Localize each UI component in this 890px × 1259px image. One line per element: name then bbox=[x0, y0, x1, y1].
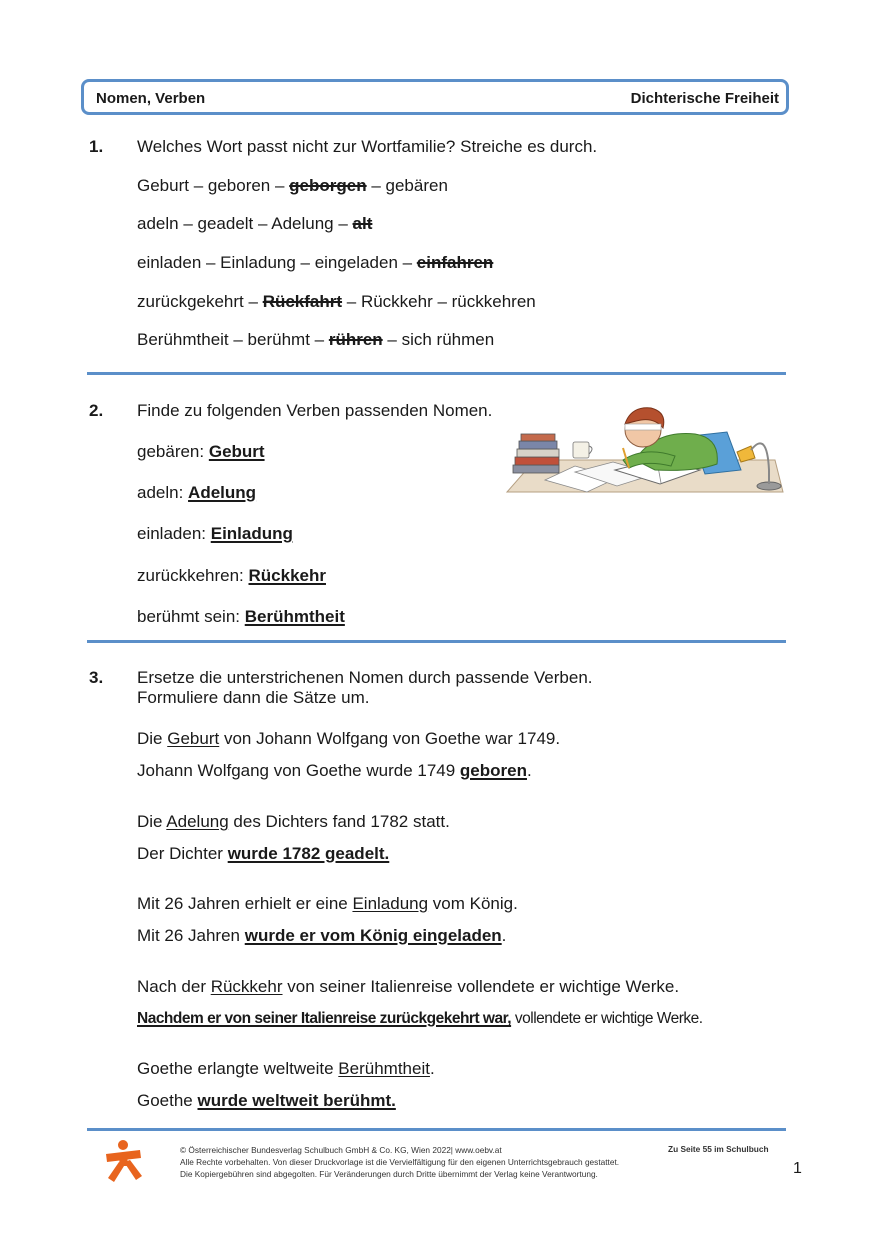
task1-instruction: Welches Wort passt nicht zur Wortfamilie? Streiche es durch. bbox=[137, 137, 598, 156]
header-topic: Nomen, Verben bbox=[96, 90, 206, 107]
publisher-logo-icon bbox=[100, 1138, 146, 1184]
answer: wurde 1782 geadelt. bbox=[227, 844, 390, 863]
section-divider bbox=[87, 1128, 786, 1131]
task1-row-3: einladen – Einladung – eingeladen – einfahren bbox=[137, 253, 494, 272]
header-box bbox=[81, 79, 789, 115]
task1-row-1: Geburt – geboren – geborgen – gebären bbox=[137, 176, 448, 195]
answer: wurde er vom König eingeladen bbox=[244, 926, 502, 945]
task3-question-2: Die Adelung des Dichters fand 1782 statt. bbox=[137, 812, 450, 831]
task3-question-4: Nach der Rückkehr von seiner Italienreise vollendete er wichtige Werke. bbox=[137, 977, 680, 996]
task2-row-1: gebären: Geburt bbox=[137, 442, 265, 461]
struck-word: geborgen bbox=[289, 176, 367, 195]
header-title: Dichterische Freiheit bbox=[630, 90, 779, 107]
footer-page-reference: Zu Seite 55 im Schulbuch bbox=[668, 1144, 769, 1154]
section-divider bbox=[87, 372, 786, 375]
task2-row-5: berühmt sein: Berühmtheit bbox=[137, 607, 345, 626]
task3-question-5: Goethe erlangte weltweite Berühmtheit. bbox=[137, 1059, 435, 1078]
task3-answer-5: Goethe wurde weltweit berühmt. bbox=[137, 1091, 396, 1110]
task3-number: 3. bbox=[89, 668, 104, 687]
struck-word: rühren bbox=[328, 330, 383, 349]
struck-word: einfahren bbox=[416, 253, 494, 272]
answer: Einladung bbox=[210, 524, 293, 543]
task2-row-4: zurückkehren: Rückkehr bbox=[137, 566, 326, 585]
task3-answer-2: Der Dichter wurde 1782 geadelt. bbox=[137, 844, 390, 863]
task3-question-1: Die Geburt von Johann Wolfgang von Goethe war 1749. bbox=[137, 729, 561, 748]
task3-answer-3: Mit 26 Jahren wurde er vom König eingeladen. bbox=[137, 926, 507, 945]
footer-line-2: Alle Rechte vorbehalten. Von dieser Druckvorlage ist die Vervielfältigung für den eigenen Unterrichtsgebrauch gestattet. bbox=[180, 1157, 620, 1167]
student-writing-illustration bbox=[505, 400, 785, 495]
task3-answer-1: Johann Wolfgang von Goethe wurde 1749 geboren. bbox=[137, 761, 532, 780]
task1-row-4: zurückgekehrt – Rückfahrt – Rückkehr – rückkehren bbox=[137, 292, 536, 311]
task3-instruction-2: Formuliere dann die Sätze um. bbox=[137, 688, 370, 707]
answer: geboren bbox=[459, 761, 527, 780]
underlined-noun: Geburt bbox=[167, 729, 220, 748]
task3-answer-4: Nachdem er von seiner Italienreise zurückgekehrt war, vollendete er wichtige Werke. bbox=[137, 1010, 703, 1027]
underlined-noun: Rückkehr bbox=[210, 977, 283, 996]
task2-row-3: einladen: Einladung bbox=[137, 524, 293, 543]
underlined-noun: Einladung bbox=[352, 894, 429, 913]
answer: Nachdem er von seiner Italienreise zurückgekehrt war, bbox=[137, 1010, 512, 1027]
task2-number: 2. bbox=[89, 401, 104, 420]
answer: Adelung bbox=[188, 483, 257, 502]
answer: wurde weltweit berühmt. bbox=[197, 1091, 396, 1110]
answer: Rückkehr bbox=[248, 566, 326, 585]
task1-row-5: Berühmtheit – berühmt – rühren – sich rühmen bbox=[137, 330, 495, 349]
page-number: 1 bbox=[793, 1160, 802, 1177]
struck-word: Rückfahrt bbox=[262, 292, 343, 311]
footer-line-1: © Österreichischer Bundesverlag Schulbuch GmbH & Co. KG, Wien 2022| www.oebv.at bbox=[180, 1145, 502, 1155]
struck-word: alt bbox=[352, 214, 373, 233]
footer-copyright bbox=[180, 1144, 619, 1180]
task2-instruction: Finde zu folgenden Verben passenden Nomen. bbox=[137, 401, 493, 420]
answer: Berühmtheit bbox=[244, 607, 345, 626]
section-divider bbox=[87, 640, 786, 643]
underlined-noun: Adelung bbox=[166, 812, 229, 831]
footer-line-3: Die Kopiergebühren sind abgegolten. Für Veränderungen durch Dritte übernimmt der Verlag keine Verantwortung. bbox=[180, 1169, 598, 1179]
underlined-noun: Berühmtheit bbox=[338, 1059, 430, 1078]
task1-number: 1. bbox=[89, 137, 104, 156]
answer: Geburt bbox=[208, 442, 265, 461]
task3-instruction-1: Ersetze die unterstrichenen Nomen durch passende Verben. bbox=[137, 668, 593, 687]
task2-row-2: adeln: Adelung bbox=[137, 483, 257, 502]
task1-row-2: adeln – geadelt – Adelung – alt bbox=[137, 214, 373, 233]
task3-question-3: Mit 26 Jahren erhielt er eine Einladung vom König. bbox=[137, 894, 518, 913]
